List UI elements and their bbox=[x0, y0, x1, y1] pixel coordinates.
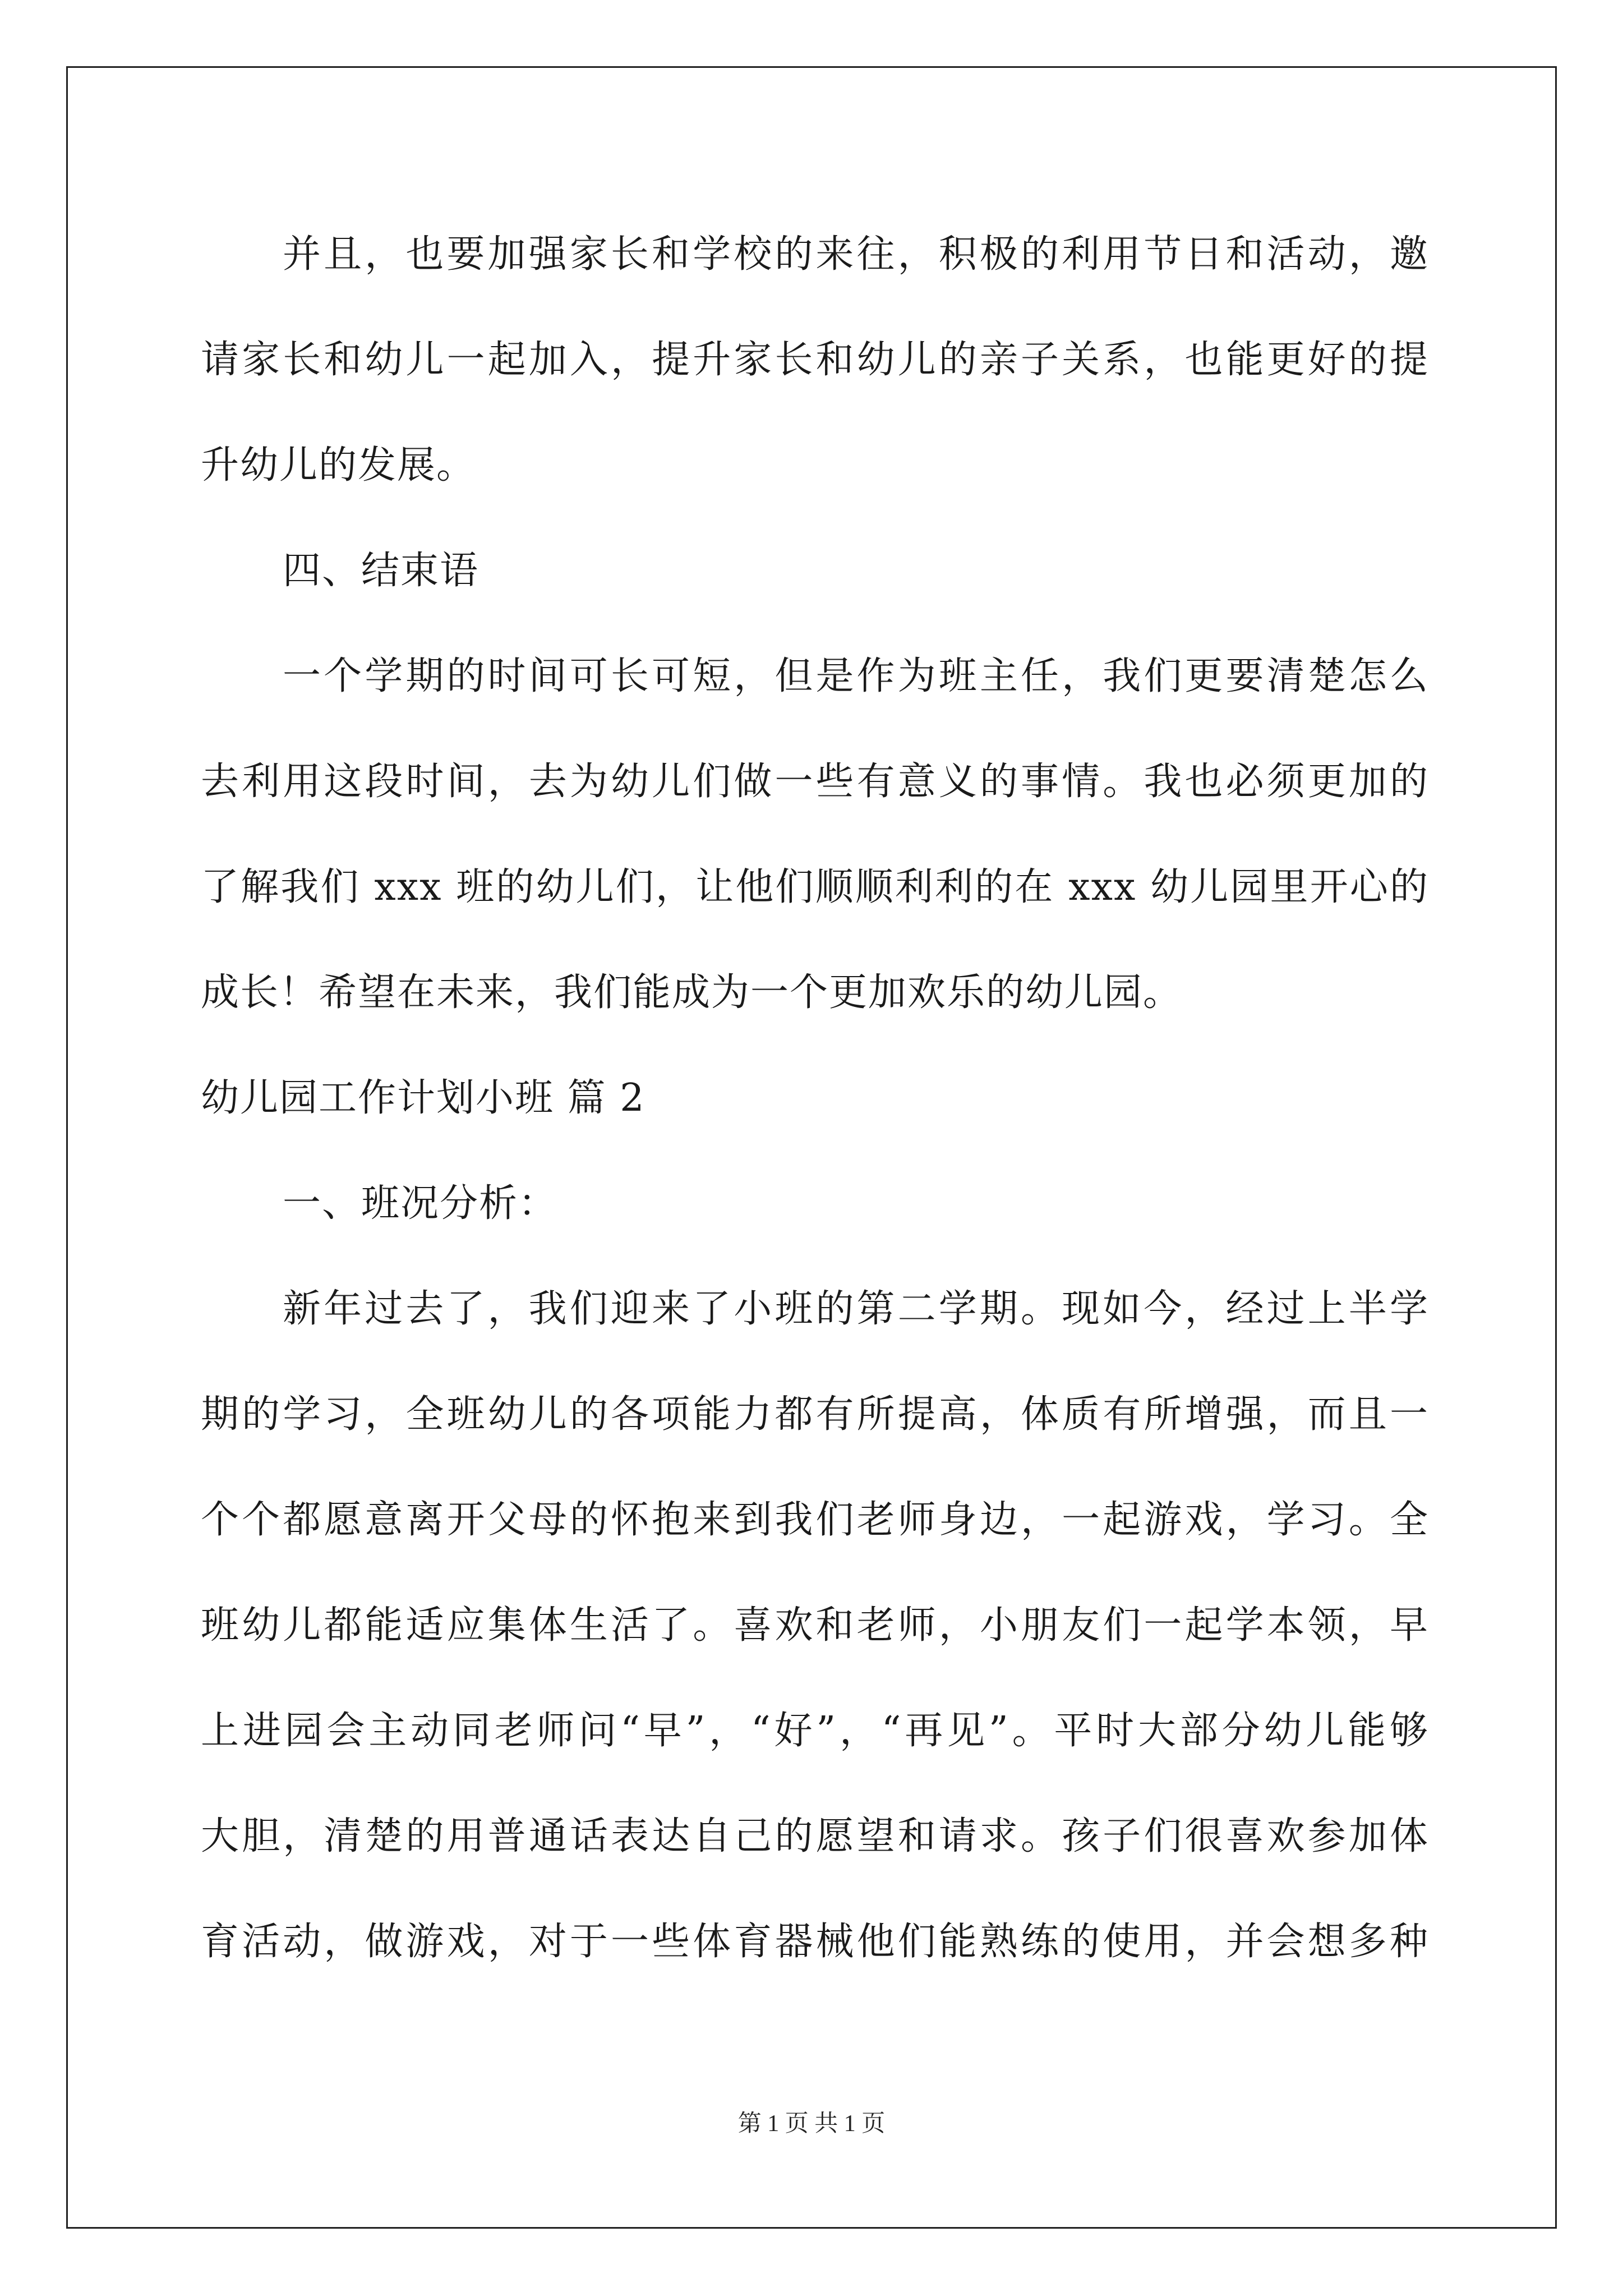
section-heading: 四、结束语 bbox=[283, 549, 479, 593]
paragraph-line: 大胆，清楚的用普通话表达自己的愿望和请求。孩子们很喜欢参加体 bbox=[201, 1814, 1429, 1858]
page-number-footer: 第 1 页 共 1 页 bbox=[737, 2111, 886, 2137]
paragraph-line: 一个学期的时间可长可短，但是作为班主任，我们更要清楚怎么 bbox=[283, 654, 1429, 698]
section-heading: 一、班况分析： bbox=[283, 1181, 558, 1226]
paragraph-line: 去利用这段时间，去为幼儿们做一些有意义的事情。我也必须更加的 bbox=[201, 760, 1429, 804]
paragraph-line: 了解我们 xxx 班的幼儿们，让他们顺顺利利的在 xxx 幼儿园里开心的 bbox=[201, 865, 1429, 909]
paragraph-line: 升幼儿的发展。 bbox=[201, 443, 476, 487]
paragraph-line: 请家长和幼儿一起加入，提升家长和幼儿的亲子关系，也能更好的提 bbox=[201, 338, 1429, 382]
paragraph-line: 新年过去了，我们迎来了小班的第二学期。现如今，经过上半学 bbox=[283, 1287, 1429, 1331]
paragraph-line: 成长！希望在未来，我们能成为一个更加欢乐的幼儿园。 bbox=[201, 970, 1183, 1015]
document-body bbox=[201, 202, 1429, 1995]
article-title: 幼儿园工作计划小班 篇 2 bbox=[201, 1076, 645, 1120]
paragraph-line: 并且，也要加强家长和学校的来往，积极的利用节日和活动，邀 bbox=[283, 232, 1429, 277]
paragraph-line: 期的学习，全班幼儿的各项能力都有所提高，体质有所增强，而且一 bbox=[201, 1392, 1429, 1437]
paragraph-line: 上进园会主动同老师问“早”，“好”，“再见”。平时大部分幼儿能够 bbox=[201, 1709, 1429, 1753]
paragraph-line: 个个都愿意离开父母的怀抱来到我们老师身边，一起游戏，学习。全 bbox=[201, 1498, 1429, 1542]
paragraph-line: 育活动，做游戏，对于一些体育器械他们能熟练的使用，并会想多种 bbox=[201, 1920, 1429, 1964]
paragraph-line: 班幼儿都能适应集体生活了。喜欢和老师，小朋友们一起学本领，早 bbox=[201, 1603, 1429, 1648]
